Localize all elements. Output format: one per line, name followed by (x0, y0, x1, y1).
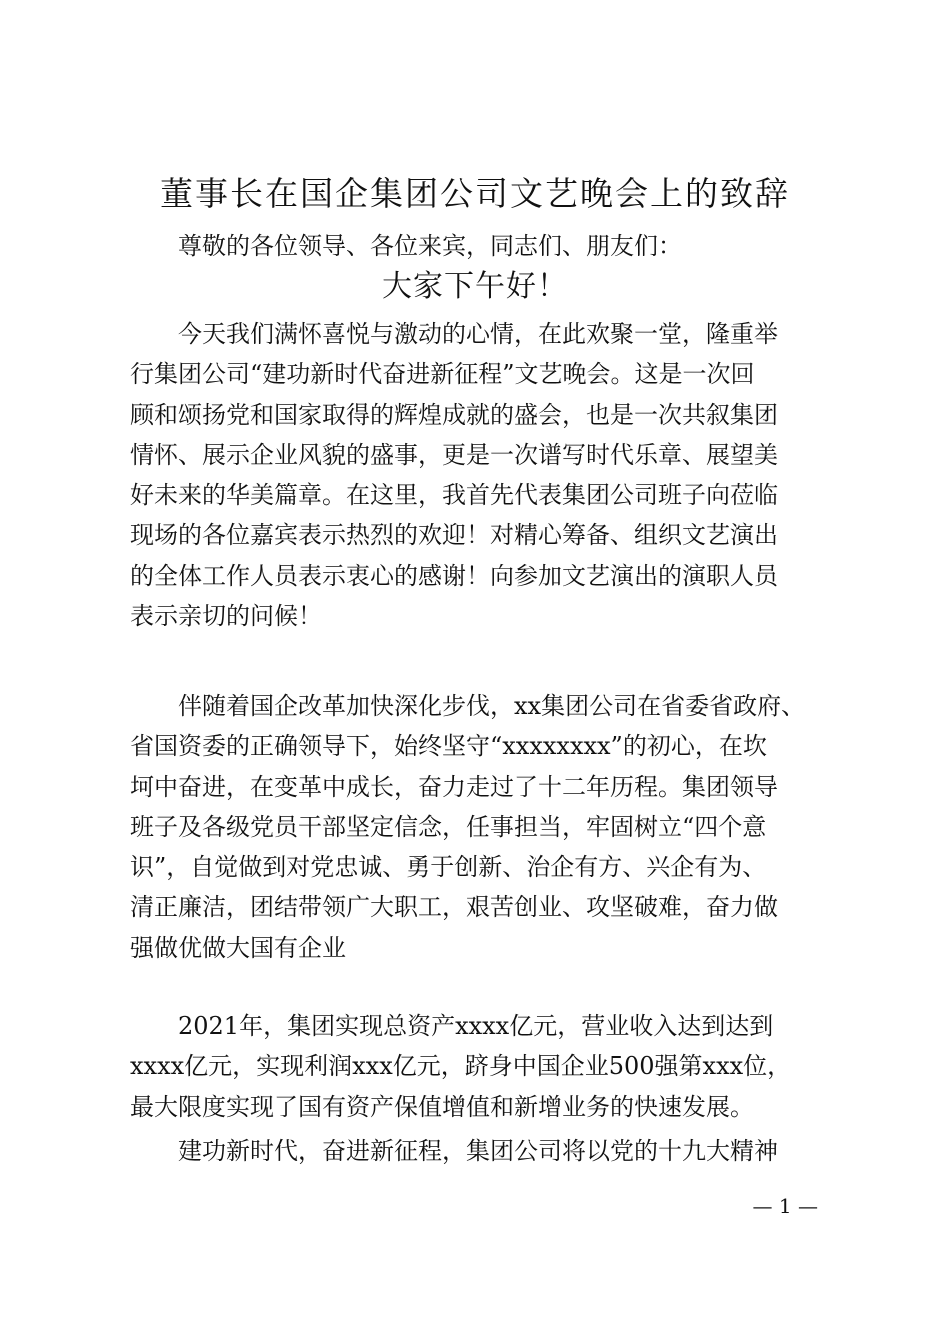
paragraph-line: 行集团公司“建功新时代奋进新征程”文艺晚会。这是一次回 (130, 360, 755, 389)
paragraph-line: 伴随着国企改革加快深化步伐，xx集团公司在省委省政府、 (178, 692, 806, 720)
paragraph-line: 最大限度实现了国有资产保值增值和新增业务的快速发展。 (130, 1092, 754, 1121)
document-title: 董事长在国企集团公司文艺晚会上的致辞 (160, 174, 790, 213)
paragraph-line: 识”，自觉做到对党忠诚、勇于创新、治企有方、兴企有为、 (130, 853, 767, 882)
paragraph-line: 情怀、展示企业风貌的盛事，更是一次谱写时代乐章、展望美 (130, 440, 778, 469)
paragraph-opening (130, 314, 820, 636)
paragraph-line: 坷中奋进，在变革中成长，奋力走过了十二年历程。集团领导 (130, 772, 778, 801)
paragraph-line: 现场的各位嘉宾表示热烈的欢迎！对精心筹备、组织文艺演出 (130, 521, 778, 550)
paragraph-reform (130, 686, 820, 968)
page-number: — 1 — (752, 1194, 818, 1218)
paragraph-line: 强做优做大国有企业 (130, 933, 346, 962)
paragraph-line: 好未来的华美篇章。在这里，我首先代表集团公司班子向莅临 (130, 481, 778, 510)
paragraph-line: 建功新时代，奋进新征程，集团公司将以党的十九大精神 (178, 1137, 778, 1165)
paragraph-line: 表示亲切的问候！ (130, 602, 322, 631)
paragraph-line: 班子及各级党员干部坚定信念，任事担当，牢固树立“四个意 (130, 812, 767, 841)
paragraph-line: 清正廉洁，团结带领广大职工，艰苦创业、攻坚破难，奋力做 (130, 893, 778, 922)
paragraph-line: xxxx亿元，实现利润xxx亿元，跻身中国企业500强第xxx位， (130, 1052, 792, 1081)
salutation: 尊敬的各位领导、各位来宾，同志们、朋友们： (178, 232, 682, 260)
greeting: 大家下午好！ (382, 269, 568, 304)
paragraph-line: 2021年，集团实现总资产xxxx亿元，营业收入达到达到 (178, 1012, 774, 1040)
paragraph-line: 省国资委的正确领导下，始终坚守“xxxxxxxx”的初心，在坎 (130, 732, 767, 761)
paragraph-line: 今天我们满怀喜悦与激动的心情，在此欢聚一堂，隆重举 (178, 320, 778, 348)
paragraph-new-era (130, 1131, 820, 1171)
paragraph-results-2021 (130, 1006, 820, 1127)
paragraph-line: 顾和颂扬党和国家取得的辉煌成就的盛会，也是一次共叙集团 (130, 400, 778, 429)
paragraph-line: 的全体工作人员表示衷心的感谢！向参加文艺演出的演职人员 (130, 561, 778, 590)
